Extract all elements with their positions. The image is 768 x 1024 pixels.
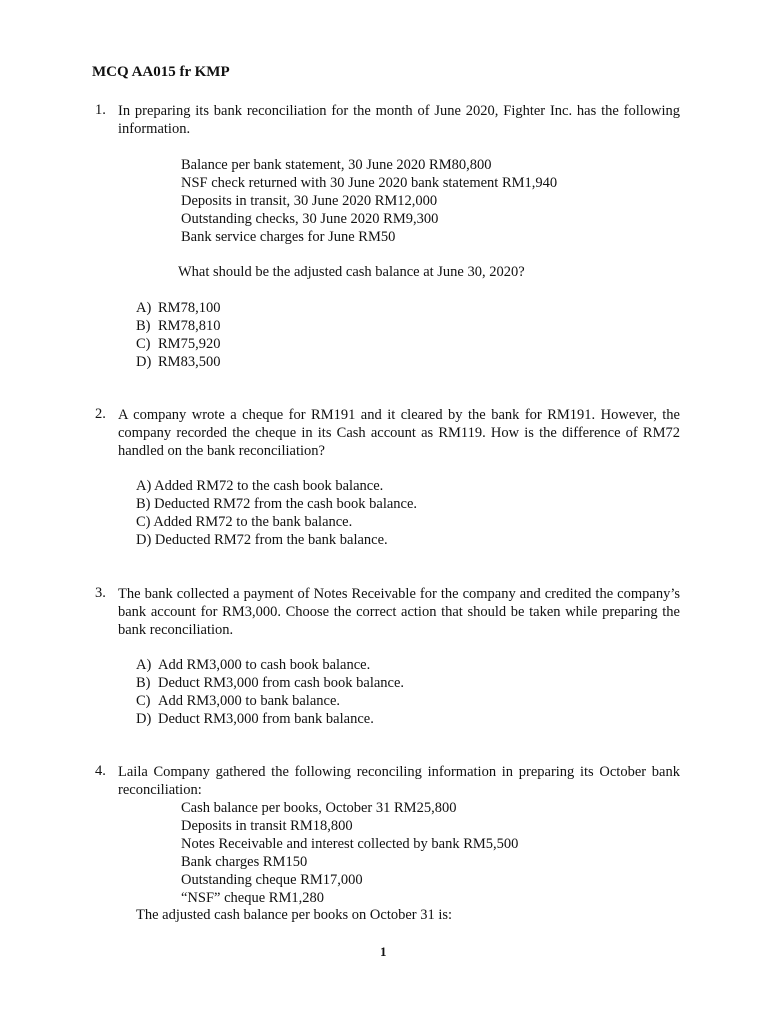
- question-4-info: [181, 799, 518, 907]
- page-number: 1: [380, 944, 387, 959]
- info-line: Outstanding checks, 30 June 2020 RM9,300: [181, 211, 439, 227]
- info-line: “NSF” cheque RM1,280: [181, 890, 324, 906]
- option-a: A) Added RM72 to the cash book balance.: [136, 478, 384, 494]
- info-line: Bank service charges for June RM50: [181, 229, 396, 245]
- info-line: NSF check returned with 30 June 2020 bank statement RM1,940: [181, 175, 558, 191]
- info-line: Deposits in transit, 30 June 2020 RM12,000: [181, 193, 438, 209]
- info-line: Bank charges RM150: [181, 854, 308, 870]
- question-stem: The bank collected a payment of Notes Receivable for the company and credited the company’s bank account for RM3,000. Choose the correct action that should be taken while preparing the bank reconciliation.: [118, 586, 680, 638]
- question-4: [95, 763, 680, 799]
- question-3-options: [136, 656, 404, 728]
- option-c: C) Add RM3,000 to bank balance.: [136, 693, 341, 709]
- question-stem: A company wrote a cheque for RM191 and it cleared by the bank for RM191. However, the company recorded the cheque in its Cash account as RM119. How is the difference of RM72 handled on the bank reconciliation?: [118, 407, 680, 459]
- question-stem: In preparing its bank reconciliation for the month of June 2020, Fighter Inc. has the following information.: [118, 103, 680, 137]
- option-d: D) RM83,500: [136, 354, 221, 370]
- question-3: [95, 585, 680, 639]
- info-line: Outstanding cheque RM17,000: [181, 872, 363, 888]
- question-1-info: [181, 156, 557, 246]
- info-line: Cash balance per books, October 31 RM25,800: [181, 800, 457, 816]
- option-a: A) Add RM3,000 to cash book balance.: [136, 657, 371, 673]
- info-line: Notes Receivable and interest collected by bank RM5,500: [181, 836, 519, 852]
- question-number: 1.: [95, 102, 106, 118]
- document-title: MCQ AA015 fr KMP: [92, 64, 230, 80]
- option-b: B) Deducted RM72 from the cash book balance.: [136, 496, 418, 512]
- question-number: 3.: [95, 585, 106, 601]
- question-number: 4.: [95, 763, 106, 779]
- option-b: B) RM78,810: [136, 318, 221, 334]
- question-2-options: [136, 477, 417, 549]
- question-2: [95, 406, 680, 460]
- option-d: D) Deduct RM3,000 from bank balance.: [136, 711, 374, 727]
- info-line: Balance per bank statement, 30 June 2020 RM80,800: [181, 157, 492, 173]
- question-number: 2.: [95, 406, 106, 422]
- question-stem: Laila Company gathered the following reconciling information in preparing its October bank reconciliation:: [118, 764, 680, 798]
- option-c: C) Added RM72 to the bank balance.: [136, 514, 353, 530]
- question-1-prompt: What should be the adjusted cash balance at June 30, 2020?: [178, 264, 525, 280]
- option-d: D) Deducted RM72 from the bank balance.: [136, 532, 388, 548]
- question-1-options: [136, 299, 220, 371]
- question-1: [95, 102, 680, 138]
- option-a: A) RM78,100: [136, 300, 221, 316]
- question-4-prompt: The adjusted cash balance per books on October 31 is:: [136, 907, 453, 923]
- option-c: C) RM75,920: [136, 336, 221, 352]
- info-line: Deposits in transit RM18,800: [181, 818, 353, 834]
- option-b: B) Deduct RM3,000 from cash book balance.: [136, 675, 405, 691]
